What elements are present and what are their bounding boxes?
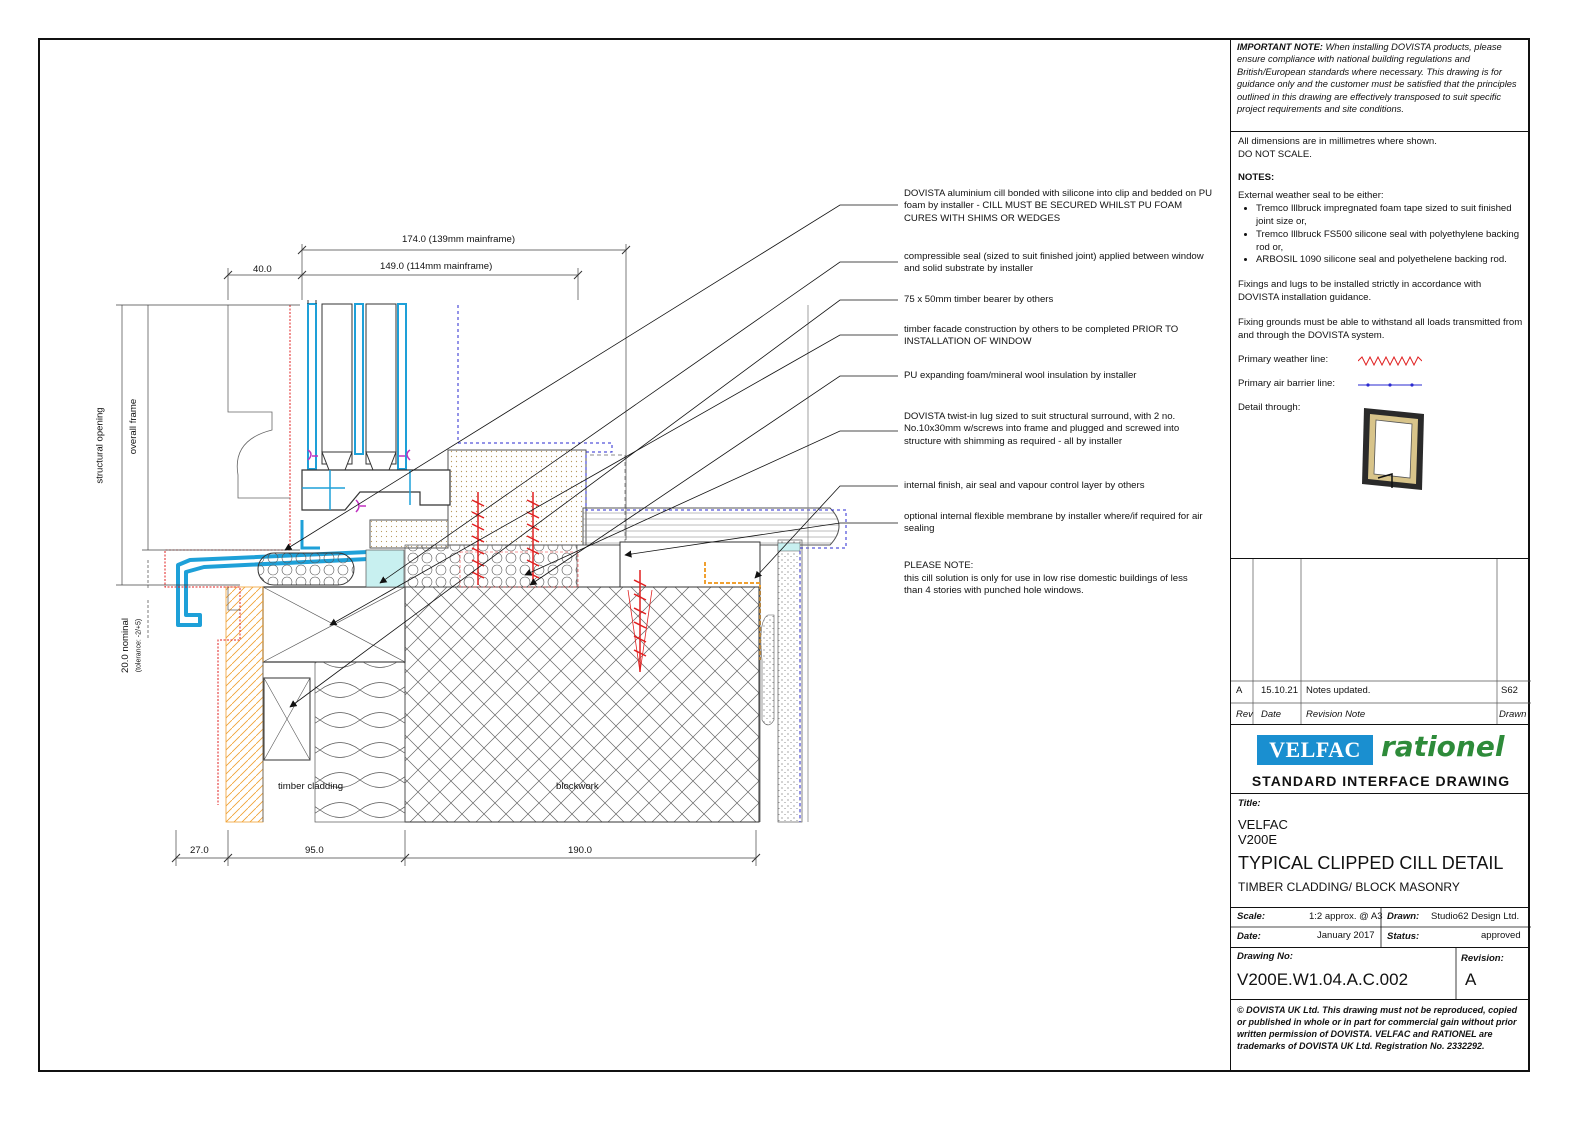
cavity-insulation [315,662,405,822]
seal-option: • Tremco Illbruck FS500 silicone seal with polyethylene backing rod or, [1256,229,1523,255]
internal-finish [778,540,802,822]
sub-title: TIMBER CLADDING/ BLOCK MASONRY [1238,880,1460,894]
air-line-label: Primary air barrier line: [1238,378,1336,390]
title-line1: VELFAC [1238,817,1288,832]
detail-through-label: Detail through: [1238,402,1301,414]
weather-line-label: Primary weather line: [1238,354,1329,366]
title-label: Title: [1238,798,1261,809]
scale-label: Scale: [1237,911,1265,922]
copyright-note: © DOVISTA UK Ltd. This drawing must not be reproduced, copied or published in whole or in part for commercial gain without prior written permission of DOVISTA. VELFAC and RATIONEL are trademarks of DOVISTA UK Ltd. Registration No. 2332292. [1237,1005,1518,1051]
dim-structural-opening: structural opening [94,407,106,484]
annotation-timber-facade: timber facade construction by others to be completed PRIOR TO INSTALLATION OF WINDOW [904,324,1179,348]
revision-label: Revision: [1461,953,1504,964]
air-line-legend [1238,378,1523,402]
date-value: January 2017 [1317,930,1375,941]
grounds-note: Fixing grounds must be able to withstand all loads transmitted from and through the DOVISTA system. [1238,316,1523,341]
important-note [1231,38,1530,132]
seal-option: • ARBOSIL 1090 silicone seal and polyethelene backing rod. [1256,254,1523,267]
annotation-please-note: PLEASE NOTE: [904,560,974,571]
annotation-pu-foam: PU expanding foam/mineral wool insulation by installer [904,370,1137,381]
title-panel [1231,794,1530,908]
title-line2: V200E [1238,832,1278,847]
dim-overall-frame: overall frame [128,398,140,455]
dim-190: 190.0 [568,845,593,856]
do-not-scale: DO NOT SCALE. [1238,148,1312,160]
drawing-no-label: Drawing No: [1237,951,1293,962]
dim-nominal: 20.0 nominal [119,618,131,673]
scale-panel [1231,908,1530,948]
logo-panel [1231,724,1530,794]
fixings-note: Fixings and lugs to be installed strictly in accordance with DOVISTA installation guidance. [1238,279,1482,303]
dim-95: 95.0 [305,845,324,856]
important-note-heading: IMPORTANT NOTE: [1237,42,1323,52]
internal-sill-board [583,508,839,545]
velfac-logo: VELFAC [1257,735,1373,765]
annotation-internal-finish: internal finish, air seal and vapour control layer by others [904,480,1145,491]
status-value: approved [1481,930,1521,941]
label-timber-cladding: timber cladding [278,781,344,792]
seal-option: • Tremco Illbruck impregnated foam tape sized to suit finished joint size or, [1256,203,1523,229]
date-header: Date [1261,709,1282,720]
rev-note-cell: Notes updated. [1306,685,1371,696]
detail-through [1238,402,1523,426]
status-label: Status: [1387,931,1420,942]
dim-174: 174.0 (139mm mainframe) [402,234,516,245]
important-note-text: When installing DOVISTA products, please ensure compliance with national building regulations and British/European standards where necessary. This drawing is for guidance only and the customer must be satisfied that the principles outlined in this drawing are effectively transposed to suit specific project requirements and site conditions. [1237,42,1517,115]
annotation-membrane: optional internal flexible membrane by installer where/if required for air sealing [904,511,1203,535]
revision-value: A [1465,970,1477,989]
standard-interface-subtitle: STANDARD INTERFACE DRAWING [1251,773,1511,789]
rationel-logo: rationel [1381,730,1505,763]
compressible-seal [258,553,354,585]
weather-line-swatch [1358,356,1422,366]
weather-line-legend [1238,354,1523,378]
pu-foam-insulation [405,545,577,587]
notes-heading: NOTES: [1238,171,1275,183]
main-title: TYPICAL CLIPPED CILL DETAIL [1238,853,1504,873]
drawn-value: Studio62 Design Ltd. [1431,911,1520,922]
drawing-no: V200E.W1.04.A.C.002 [1237,970,1409,989]
aluminium-frame-profile [302,470,450,510]
rev-header: Rev [1236,709,1253,720]
glazing-unit [308,300,406,470]
note-header: Revision Note [1306,709,1366,720]
revision-grid [1231,559,1531,725]
date-label: Date: [1237,931,1261,942]
rev-date-cell: 15.10.21 [1261,685,1298,696]
title-block [1230,38,1530,1072]
drawn-header: Drawn [1499,709,1527,720]
dims-note: All dimensions are in millimetres where shown. [1238,136,1437,147]
revision-table [1231,558,1530,724]
seal-options-list [1238,203,1523,267]
dim-27: 27.0 [190,845,209,856]
annotation-compressible-seal: compressible seal (sized to suit finished joint) applied between window and solid substrate by installer [904,251,1204,275]
drawn-label: Drawn: [1387,911,1420,922]
rev-drawn-cell: S62 [1501,685,1518,696]
seal-intro: External weather seal to be either: [1238,190,1384,202]
annotation-twist-in-lug: DOVISTA twist-in lug sized to suit structural surround, with 2 no. No.10x30mm w/screws into frame and plugged and screwed into structure with shimming as required - all by installer [904,411,1180,447]
annotation-low-rise: this cill solution is only for use in low rise domestic buildings of less than 4 stories with punched hole windows. [904,573,1188,597]
label-blockwork: blockwork [556,781,599,792]
timber-cladding [226,587,263,822]
annotation-cill: DOVISTA aluminium cill bonded with silicone into clip and bedded on PU foam by installer - CILL MUST BE SECURED WHILST PU FOAM CURES WITH SHIMS OR WEDGES [904,188,1213,224]
annotation-timber-bearer: 75 x 50mm timber bearer by others [904,294,1054,305]
air-line-swatch [1358,380,1422,390]
dim-149: 149.0 (114mm mainframe) [380,261,493,272]
dim-40: 40.0 [253,264,272,275]
scale-value: 1:2 approx. @ A3 [1309,911,1383,922]
rev-cell: A [1236,685,1243,696]
drawing-number-panel [1231,948,1530,1000]
dim-tolerance: (tolerance: -2/+5) [135,618,143,673]
window-thumbnail-icon [1356,404,1436,496]
